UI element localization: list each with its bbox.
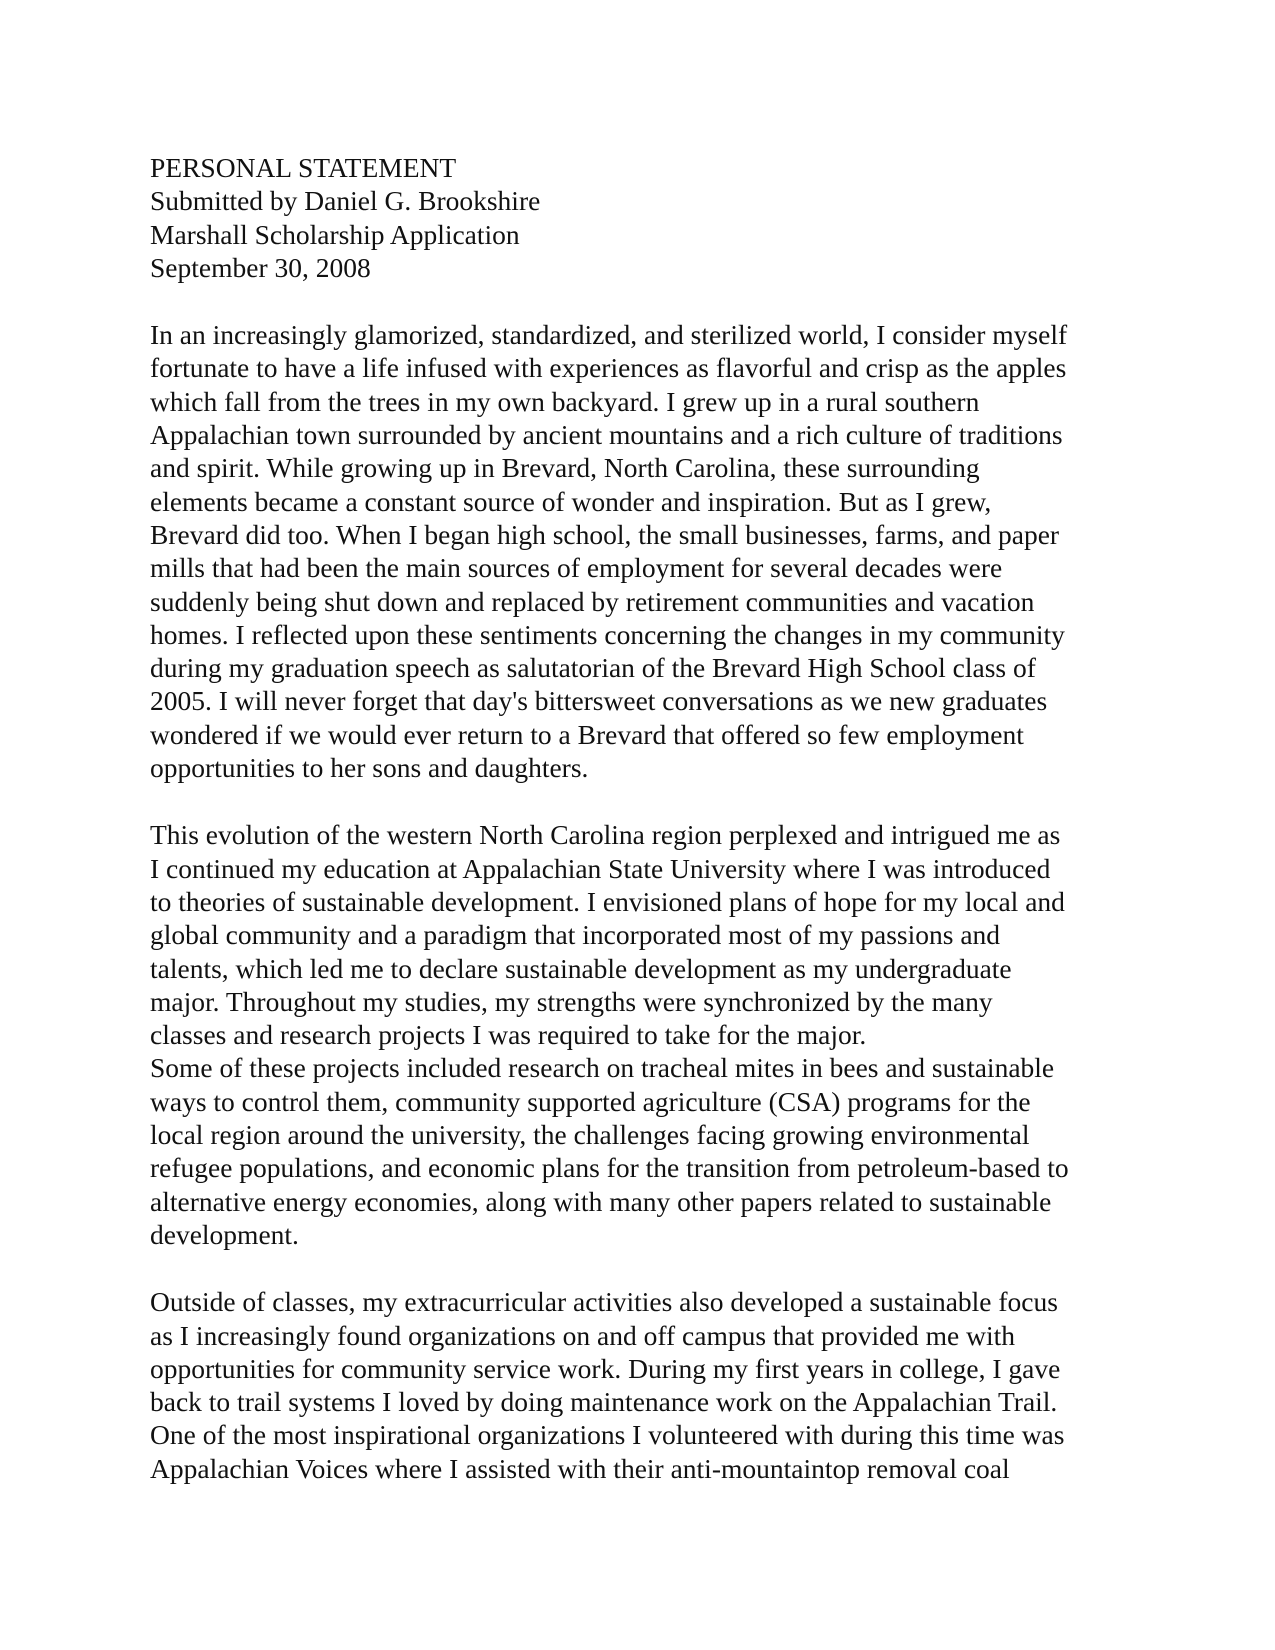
text-line: mills that had been the main sources of employment for several decades were: [150, 552, 1003, 584]
text-line: Appalachian Voices where I assisted with their anti-mountaintop removal coal: [150, 1452, 1010, 1484]
text-line: fortunate to have a life infused with experiences as flavorful and crisp as the apples: [150, 352, 1067, 384]
text-line: as I increasingly found organizations on and off campus that provided me with: [150, 1319, 1016, 1351]
document-title: PERSONAL STATEMENT: [150, 152, 457, 183]
author-line: Submitted by Daniel G. Brookshire: [150, 185, 541, 217]
text-line: ways to control them, community supported agriculture (CSA) programs for the: [150, 1085, 1031, 1117]
text-line: Appalachian town surrounded by ancient mountains and a rich culture of traditions: [150, 419, 1063, 451]
text-line: 2005. I will never forget that day's bittersweet conversations as we new graduates: [150, 685, 1048, 717]
text-line: In an increasingly glamorized, standardized, and sterilized world, I consider myself: [150, 319, 1068, 351]
text-line: local region around the university, the challenges facing growing environmental: [150, 1119, 1030, 1151]
text-line: back to trail systems I loved by doing maintenance work on the Appalachian Trail.: [150, 1386, 1058, 1418]
text-line: global community and a paradigm that incorporated most of my passions and: [150, 919, 1001, 951]
text-line: talents, which led me to declare sustainable development as my undergraduate: [150, 952, 1012, 984]
text-line: This evolution of the western North Carolina region perplexed and intrigued me as: [150, 819, 1061, 851]
paragraph-spacer: [150, 784, 1160, 818]
text-line: and spirit. While growing up in Brevard, North Carolina, these surrounding: [150, 452, 980, 484]
text-line: development.: [150, 1218, 299, 1250]
statement-header: [150, 151, 1160, 284]
text-line: Brevard did too. When I began high school, the small businesses, farms, and paper: [150, 518, 1060, 550]
text-line: elements became a constant source of wonder and inspiration. But as I grew,: [150, 485, 992, 517]
paragraph-spacer: [150, 1251, 1160, 1285]
text-line: alternative energy economies, along with many other papers related to sustainable: [150, 1185, 1052, 1217]
text-line: One of the most inspirational organizations I volunteered with during this time was: [150, 1419, 1065, 1451]
paragraph-3: [150, 1285, 1160, 1485]
date-line: September 30, 2008: [150, 251, 371, 283]
text-line: Some of these projects included research on tracheal mites in bees and sustainable: [150, 1052, 1055, 1084]
text-line: wondered if we would ever return to a Brevard that offered so few employment: [150, 718, 1024, 750]
text-line: to theories of sustainable development. I envisioned plans of hope for my local and: [150, 885, 1065, 917]
text-line: opportunities to her sons and daughters.: [150, 752, 589, 784]
document-body: [150, 151, 1160, 1485]
text-line: homes. I reflected upon these sentiments concerning the changes in my community: [150, 618, 1065, 650]
text-line: major. Throughout my studies, my strengths were synchronized by the many: [150, 985, 993, 1017]
text-line: Outside of classes, my extracurricular activities also developed a sustainable focus: [150, 1286, 1058, 1318]
application-line: Marshall Scholarship Application: [150, 218, 520, 250]
text-line: suddenly being shut down and replaced by retirement communities and vacation: [150, 585, 1035, 617]
text-line: during my graduation speech as salutatorian of the Brevard High School class of: [150, 652, 1036, 684]
paragraph-1: [150, 318, 1160, 784]
text-line: opportunities for community service work. During my first years in college, I gave: [150, 1352, 1061, 1384]
paragraph-2: [150, 818, 1160, 1251]
text-line: which fall from the trees in my own backyard. I grew up in a rural southern: [150, 385, 980, 417]
paragraph-spacer: [150, 284, 1160, 318]
text-line: classes and research projects I was required to take for the major.: [150, 1019, 867, 1051]
text-line: I continued my education at Appalachian State University where I was introduced: [150, 852, 1051, 884]
text-line: refugee populations, and economic plans for the transition from petroleum-based to: [150, 1152, 1069, 1184]
